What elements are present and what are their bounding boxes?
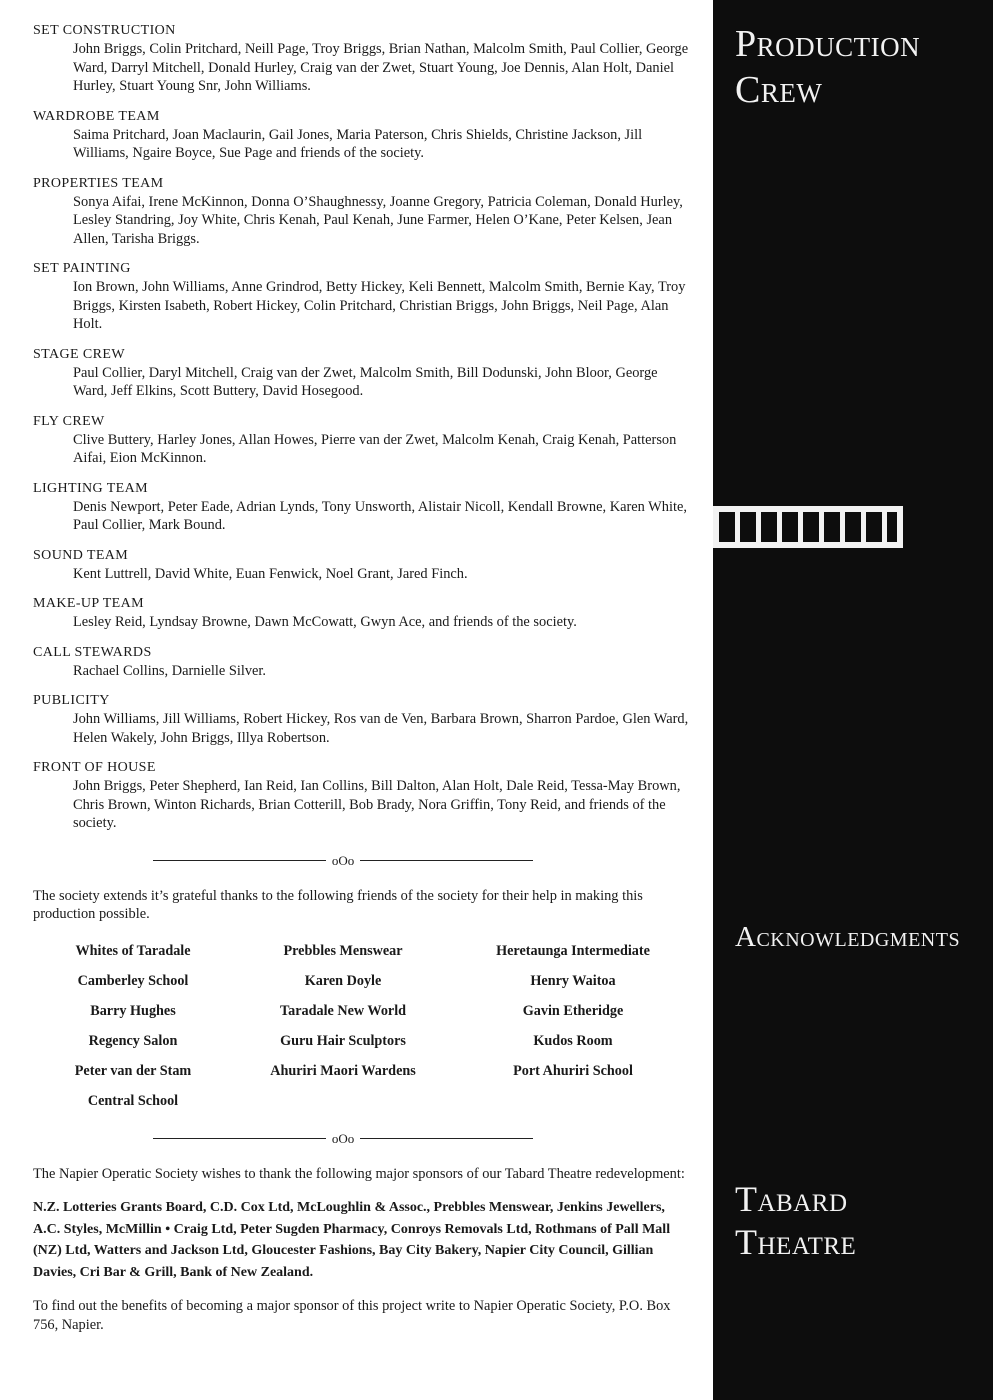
section-title: STAGE CREW — [33, 346, 125, 362]
divider-rule-left — [153, 860, 326, 861]
section-names: John Williams, Jill Williams, Robert Hickey, Ros van de Ven, Barbara Brown, Sharron Pardoe, Glen Ward, Helen Wakely, John Briggs, Illya Robertson. — [73, 711, 689, 746]
crew-section — [33, 260, 693, 334]
crew-sections — [33, 22, 693, 833]
section-title: FRONT OF HOUSE — [33, 760, 156, 775]
friends-grid — [33, 942, 693, 1111]
section-title: SOUND TEAM — [33, 547, 129, 563]
friend-name: Regency Salon — [88, 1032, 178, 1049]
section-names: John Briggs, Peter Shepherd, Ian Reid, Ian Collins, Bill Dalton, Alan Holt, Dale Reid, Tessa-May Brown, Chris Brown, Winton Richards, Brian Cotterill, Bob Brady, Nora Griffin, Tony Reid, and friends of the society. — [73, 778, 681, 831]
section-names: Denis Newport, Peter Eade, Adrian Lynds, Tony Unsworth, Alistair Nicoll, Kendall Browne, Karen White, Paul Collier, Mark Bound. — [73, 498, 687, 533]
section-title: CALL STEWARDS — [33, 644, 152, 660]
divider-rule-left — [153, 1138, 326, 1139]
friend-name: Kudos Room — [533, 1032, 613, 1049]
crew-section — [33, 108, 693, 163]
acknowledgments-heading: Acknowledgments — [735, 921, 961, 953]
film-strip-graphic — [713, 504, 903, 550]
friend-name: Heretaunga Intermediate — [496, 942, 650, 959]
friend-name: Gavin Etheridge — [522, 1002, 624, 1019]
sponsors-list: N.Z. Lotteries Grants Board, C.D. Cox Ltd, McLoughlin & Assoc., Prebbles Menswear, Jenkins Jewellers, A.C. Styles, McMillin • Craig Ltd, Peter Sugden Pharmacy, Conroys Removals Ltd, Rothmans of Pall Mall (NZ) Ltd, Watters and Jackson Ltd, Gloucester Fashions, Bay City Bakery, Napier City Council, Gillian Davies, Cri Bar & Grill, Bank of New Zealand. — [33, 1200, 671, 1280]
friend-name: Guru Hair Sculptors — [280, 1032, 406, 1049]
friend-name: Whites of Taradale — [75, 942, 191, 959]
section-title: SET PAINTING — [33, 261, 131, 276]
divider-rule-right — [360, 860, 533, 861]
section-title: PROPERTIES TEAM — [33, 175, 164, 191]
friend-name: Peter van der Stam — [74, 1062, 192, 1079]
divider-rule-right — [360, 1138, 533, 1139]
divider-1 — [153, 853, 533, 869]
section-names: Sonya Aifai, Irene McKinnon, Donna O’Shaughnessy, Joanne Gregory, Patricia Coleman, Donald Hurley, Lesley Standring, Joy White, Chris Kenah, Paul Kenah, June Farmer, Helen O’Kane, Peter Kelsen, Jean Allen, Tarisha Briggs. — [73, 193, 683, 247]
divider-glyph: oOo — [331, 852, 355, 868]
crew-section — [33, 759, 693, 833]
friend-name: Central School — [87, 1092, 179, 1109]
friend-name: Port Ahuriri School — [513, 1062, 633, 1079]
section-title: MAKE-UP TEAM — [33, 596, 144, 611]
crew-section — [33, 22, 693, 96]
crew-section — [33, 595, 693, 632]
tabard-heading-line2: Theatre — [735, 1222, 857, 1263]
section-names: Ion Brown, John Williams, Anne Grindrod, Betty Hickey, Keli Bennett, Malcolm Smith, Bernie Kay, Troy Briggs, Kirsten Isabeth, Robert Hickey, Colin Pritchard, Christian Briggs, John Briggs, Neil Page, Alan Holt. — [73, 279, 686, 332]
section-title: LIGHTING TEAM — [33, 480, 148, 496]
section-title: WARDROBE TEAM — [33, 108, 160, 124]
sidebar — [713, 0, 993, 1400]
closing-paragraph: To find out the benefits of becoming a major sponsor of this project write to Napier Operatic Society, P.O. Box 756, Napier. — [33, 1298, 671, 1333]
friend-name: Karen Doyle — [304, 972, 382, 989]
friend-name: Taradale New World — [279, 1002, 407, 1019]
tabard-theatre-heading — [735, 1178, 856, 1264]
section-title: PUBLICITY — [33, 693, 110, 708]
friend-name: Ahuriri Maori Wardens — [270, 1062, 416, 1079]
section-title: SET CONSTRUCTION — [33, 23, 176, 38]
thanks-paragraph: The society extends it’s grateful thanks to the following friends of the society for their help in making this production possible. — [33, 887, 643, 922]
sponsors-intro: The Napier Operatic Society wishes to thank the following major sponsors of our Tabard Theatre redevelopment: — [33, 1165, 685, 1182]
production-heading-line2: Crew — [735, 68, 823, 111]
section-names: Paul Collier, Daryl Mitchell, Craig van der Zwet, Malcolm Smith, Bill Dodunski, John Bloor, George Ward, Jeff Elkins, Scott Buttery, David Hosegood. — [73, 364, 658, 399]
main-column — [33, 22, 693, 1335]
section-names: John Briggs, Colin Pritchard, Neill Page, Troy Briggs, Brian Nathan, Malcolm Smith, Paul Collier, George Ward, Darryl Mitchell, Donald Hurley, Craig van der Zwet, Stuart Young, Joe Dennis, Alan Holt, Daniel Hurley, Stuart Young Snr, John Williams. — [73, 41, 689, 94]
friend-name: Barry Hughes — [90, 1002, 176, 1019]
section-title: FLY CREW — [33, 413, 105, 429]
crew-section — [33, 547, 693, 584]
section-names: Saima Pritchard, Joan Maclaurin, Gail Jones, Maria Paterson, Chris Shields, Christine Jackson, Jill Williams, Ngaire Boyce, Sue Page and friends of the society. — [73, 126, 643, 161]
section-names: Kent Luttrell, David White, Euan Fenwick, Noel Grant, Jared Finch. — [73, 565, 468, 582]
crew-section — [33, 346, 693, 401]
production-heading-line1: Production — [735, 23, 921, 65]
tabard-heading-line1: Tabard — [735, 1179, 848, 1219]
crew-section — [33, 175, 693, 249]
section-names: Lesley Reid, Lyndsay Browne, Dawn McCowatt, Gwyn Ace, and friends of the society. — [73, 614, 577, 630]
divider-2 — [153, 1131, 533, 1147]
section-names: Rachael Collins, Darnielle Silver. — [73, 662, 267, 679]
friend-name: Henry Waitoa — [530, 972, 616, 989]
crew-section — [33, 413, 693, 468]
crew-section — [33, 692, 693, 747]
friend-name: Prebbles Menswear — [283, 942, 403, 959]
friend-name: Camberley School — [77, 972, 189, 989]
production-crew-heading — [735, 22, 920, 113]
section-names: Clive Buttery, Harley Jones, Allan Howes, Pierre van der Zwet, Malcolm Kenah, Craig Kenah, Patterson Aifai, Eion McKinnon. — [73, 431, 677, 466]
divider-glyph: oOo — [331, 1130, 355, 1146]
crew-section — [33, 644, 693, 681]
crew-section — [33, 480, 693, 535]
